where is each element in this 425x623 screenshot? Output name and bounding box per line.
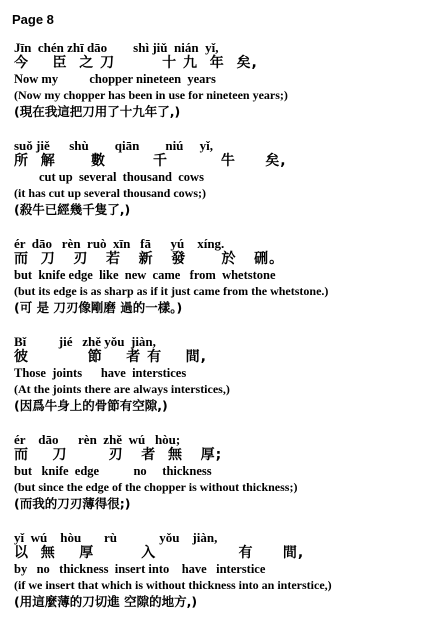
chinese-translation: (用這麼薄的刀切進 空隙的地方,) [14, 594, 198, 609]
english-translation: (Now my chopper has been in use for nineteen years;) [14, 88, 288, 102]
english-translation: (but its edge is as sharp as if it just came from the whetstone.) [14, 284, 329, 298]
pinyin-line: yǐ wú hòu rù yǒu jiàn, [14, 530, 218, 545]
chinese-translation: (殺牛已經幾千隻了,) [14, 202, 131, 217]
pinyin-line: suǒ jiě shù qiān niú yǐ, [14, 138, 214, 153]
chinese-translation: (而我的刀刃薄得很;) [14, 496, 131, 511]
chinese-line: 而 刀 刃 若 新 發 於 硎。 [14, 251, 285, 267]
english-translation: (it has cut up several thousand cows;) [14, 186, 207, 200]
chinese-line: 彼 節 者 有 間, [14, 349, 207, 365]
chinese-line: 以 無 厚 入 有 間, [14, 545, 305, 561]
gloss-line: cut up several thousand cows [14, 170, 204, 184]
chinese-line: 所 解 數 千 牛 矣, [14, 153, 287, 169]
english-translation: (At the joints there are always interstices,) [14, 382, 230, 396]
page-number: Page 8 [12, 12, 54, 27]
chinese-translation: (現在我這把刀用了十九年了,) [14, 104, 181, 119]
pinyin-line: ér dāo rèn ruò xīn fā yú xíng. [14, 236, 225, 251]
english-translation: (but since the edge of the chopper is without thickness;) [14, 480, 298, 494]
pinyin-line: Jīn chén zhī dāo shì jiǔ nián yǐ, [14, 40, 219, 55]
chinese-translation: (因爲牛身上的骨節有空隙,) [14, 398, 168, 413]
gloss-line: but knife edge like new came from whetstone [14, 268, 276, 282]
chinese-line: 今 臣 之 刀 十 九 年 矣, [14, 55, 258, 71]
english-translation: (if we insert that which is without thickness into an interstice,) [14, 578, 332, 592]
pinyin-line: Bǐ jié zhě yǒu jiàn, [14, 334, 156, 349]
gloss-line: Now my chopper nineteen years [14, 72, 216, 86]
gloss-line: Those joints have interstices [14, 366, 187, 380]
chinese-line: 而 刀 刃 者 無 厚; [14, 447, 223, 463]
chinese-translation: (可 是 刀刃像剛磨 過的一樣。) [14, 300, 183, 315]
gloss-line: by no thickness insert into have interstice [14, 562, 266, 576]
gloss-line: but knife edge no thickness [14, 464, 212, 478]
pinyin-line: ér dāo rèn zhě wú hòu; [14, 432, 181, 447]
